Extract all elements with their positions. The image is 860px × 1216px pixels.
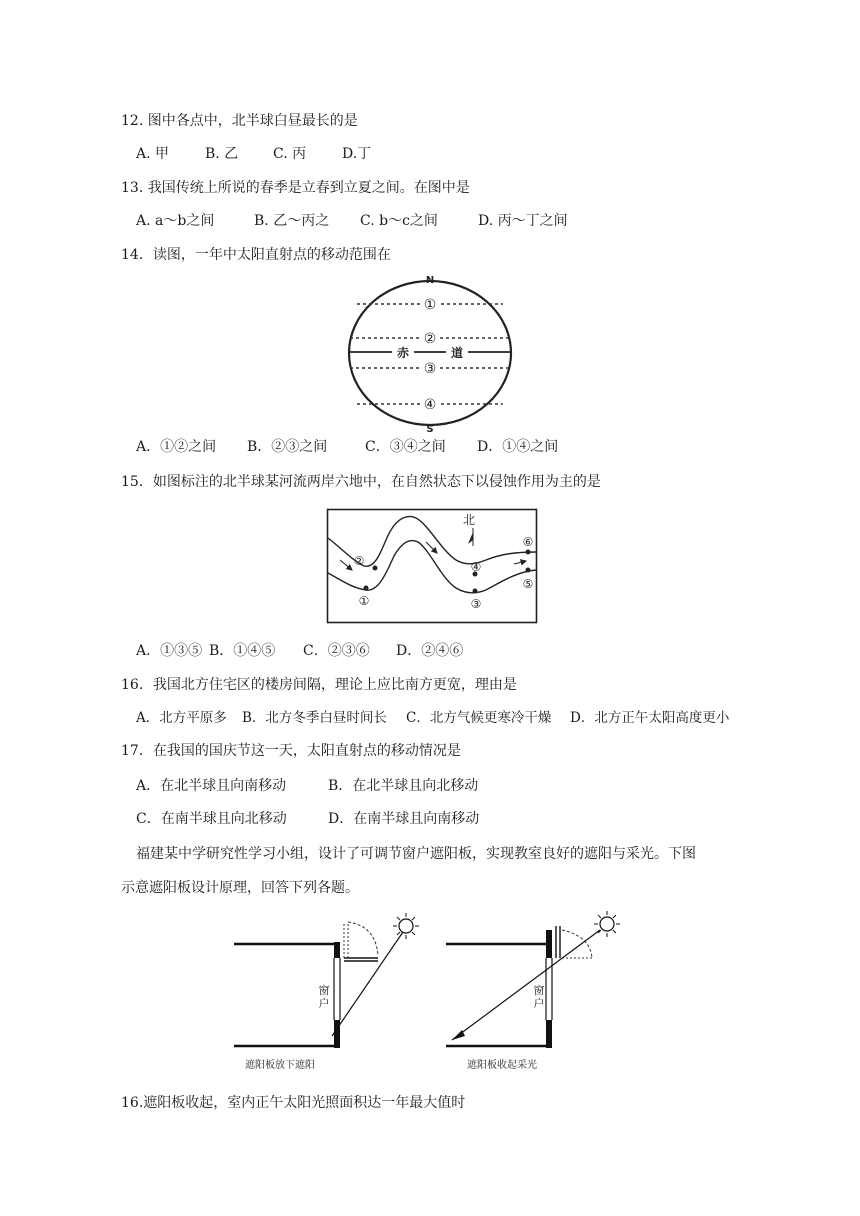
- earth-latitude-diagram: [340, 272, 520, 434]
- latitude-mark-3: ③: [423, 361, 437, 377]
- q18-stem: 16.遮阳板收起，室内正午太阳光照面积达一年最大值时: [121, 1095, 466, 1111]
- sunshade-diagram-left: [228, 908, 438, 1078]
- sunshade-diagram-right: [440, 908, 630, 1078]
- intro-line-2: 示意遮阳板设计原理，回答下列各题。: [121, 880, 359, 896]
- q15-option-d: D．②④⑥: [396, 643, 464, 659]
- window-label-bottom-right: 户: [533, 997, 545, 1010]
- south-label: S: [426, 424, 434, 434]
- window-label-top-right: 窗: [533, 984, 545, 997]
- q12-options: [136, 145, 371, 163]
- q17-option-b: B．在北半球且向北移动: [328, 778, 479, 794]
- q15-option-b: B．①④⑤: [209, 643, 276, 659]
- q13-option-d: D. 丙～丁之间: [478, 213, 568, 229]
- q16-option-d: D．北方正午太阳高度更小: [570, 710, 730, 726]
- caption-right: 遮阳板收起采光: [467, 1060, 537, 1071]
- q14-stem: 14．读图，一年中太阳直射点的移动范围在: [121, 247, 391, 263]
- north-arrow-label: 北: [462, 513, 476, 527]
- q17-stem: 17．在我国的国庆节这一天，太阳直射点的移动情况是: [121, 743, 461, 759]
- q16-option-a: A．北方平原多: [136, 710, 227, 726]
- q12-stem: 12. 图中各点中，北半球白昼最长的是: [121, 113, 358, 129]
- q17-options-row2: [136, 810, 479, 828]
- q14-options: [136, 438, 558, 456]
- q13-option-a: A. a～b之间: [136, 213, 215, 229]
- q14-option-d: D．①④之间: [477, 439, 559, 455]
- q17-option-c: C．在南半球且向北移动: [136, 811, 287, 827]
- q14-option-c: C．③④之间: [365, 439, 446, 455]
- q13-option-c: C. b～c之间: [360, 213, 438, 229]
- q12-option-d: D.丁: [342, 146, 372, 162]
- q15-options: [136, 642, 463, 660]
- q14-option-b: B．②③之间: [247, 439, 328, 455]
- site-mark-1: ①: [358, 594, 370, 608]
- equator-label-right: 道: [450, 346, 464, 360]
- q17-options-row1: [136, 777, 478, 795]
- site-mark-2: ②: [353, 554, 365, 568]
- q17-option-a: A．在北半球且向南移动: [136, 778, 287, 794]
- site-mark-6: ⑥: [522, 535, 534, 549]
- caption-left: 遮阳板放下遮阳: [245, 1060, 315, 1071]
- q12-option-b: B. 乙: [205, 146, 239, 162]
- q16-options: [136, 709, 729, 727]
- latitude-mark-1: ①: [423, 297, 437, 313]
- q16-stem: 16．我国北方住宅区的楼房间隔，理论上应比南方更宽，理由是: [121, 677, 517, 693]
- river-meander-diagram: [326, 508, 538, 626]
- window-label-bottom: 户: [318, 997, 330, 1010]
- q15-option-c: C．②③⑥: [303, 643, 370, 659]
- latitude-mark-2: ②: [423, 331, 437, 347]
- q13-option-b: B. 乙～丙之: [254, 213, 330, 229]
- north-label: N: [425, 275, 435, 286]
- window-label-top: 窗: [318, 984, 330, 997]
- intro-line-1: 福建某中学研究性学习小组，设计了可调节窗户遮阳板，实现教室良好的遮阳与采光。下图: [136, 846, 696, 862]
- site-mark-5: ⑤: [522, 577, 534, 591]
- q12-option-c: C. 丙: [273, 146, 307, 162]
- site-mark-4: ④: [470, 560, 482, 574]
- q17-option-d: D．在南半球且向南移动: [328, 811, 480, 827]
- q13-stem: 13. 我国传统上所说的春季是立春到立夏之间。在图中是: [121, 180, 470, 196]
- q12-option-a: A. 甲: [136, 146, 170, 162]
- equator-label-left: 赤: [396, 346, 410, 360]
- q16-option-b: B．北方冬季白昼时间长: [242, 710, 387, 726]
- q15-stem: 15．如图标注的北半球某河流两岸六地中，在自然状态下以侵蚀作用为主的是: [121, 474, 601, 490]
- q14-option-a: A．①②之间: [136, 439, 217, 455]
- q15-option-a: A．①③⑤: [136, 643, 203, 659]
- latitude-mark-4: ④: [423, 397, 437, 413]
- q13-options: [136, 212, 568, 230]
- q16-option-c: C．北方气候更寒冷干燥: [406, 710, 552, 726]
- site-mark-3: ③: [470, 597, 482, 611]
